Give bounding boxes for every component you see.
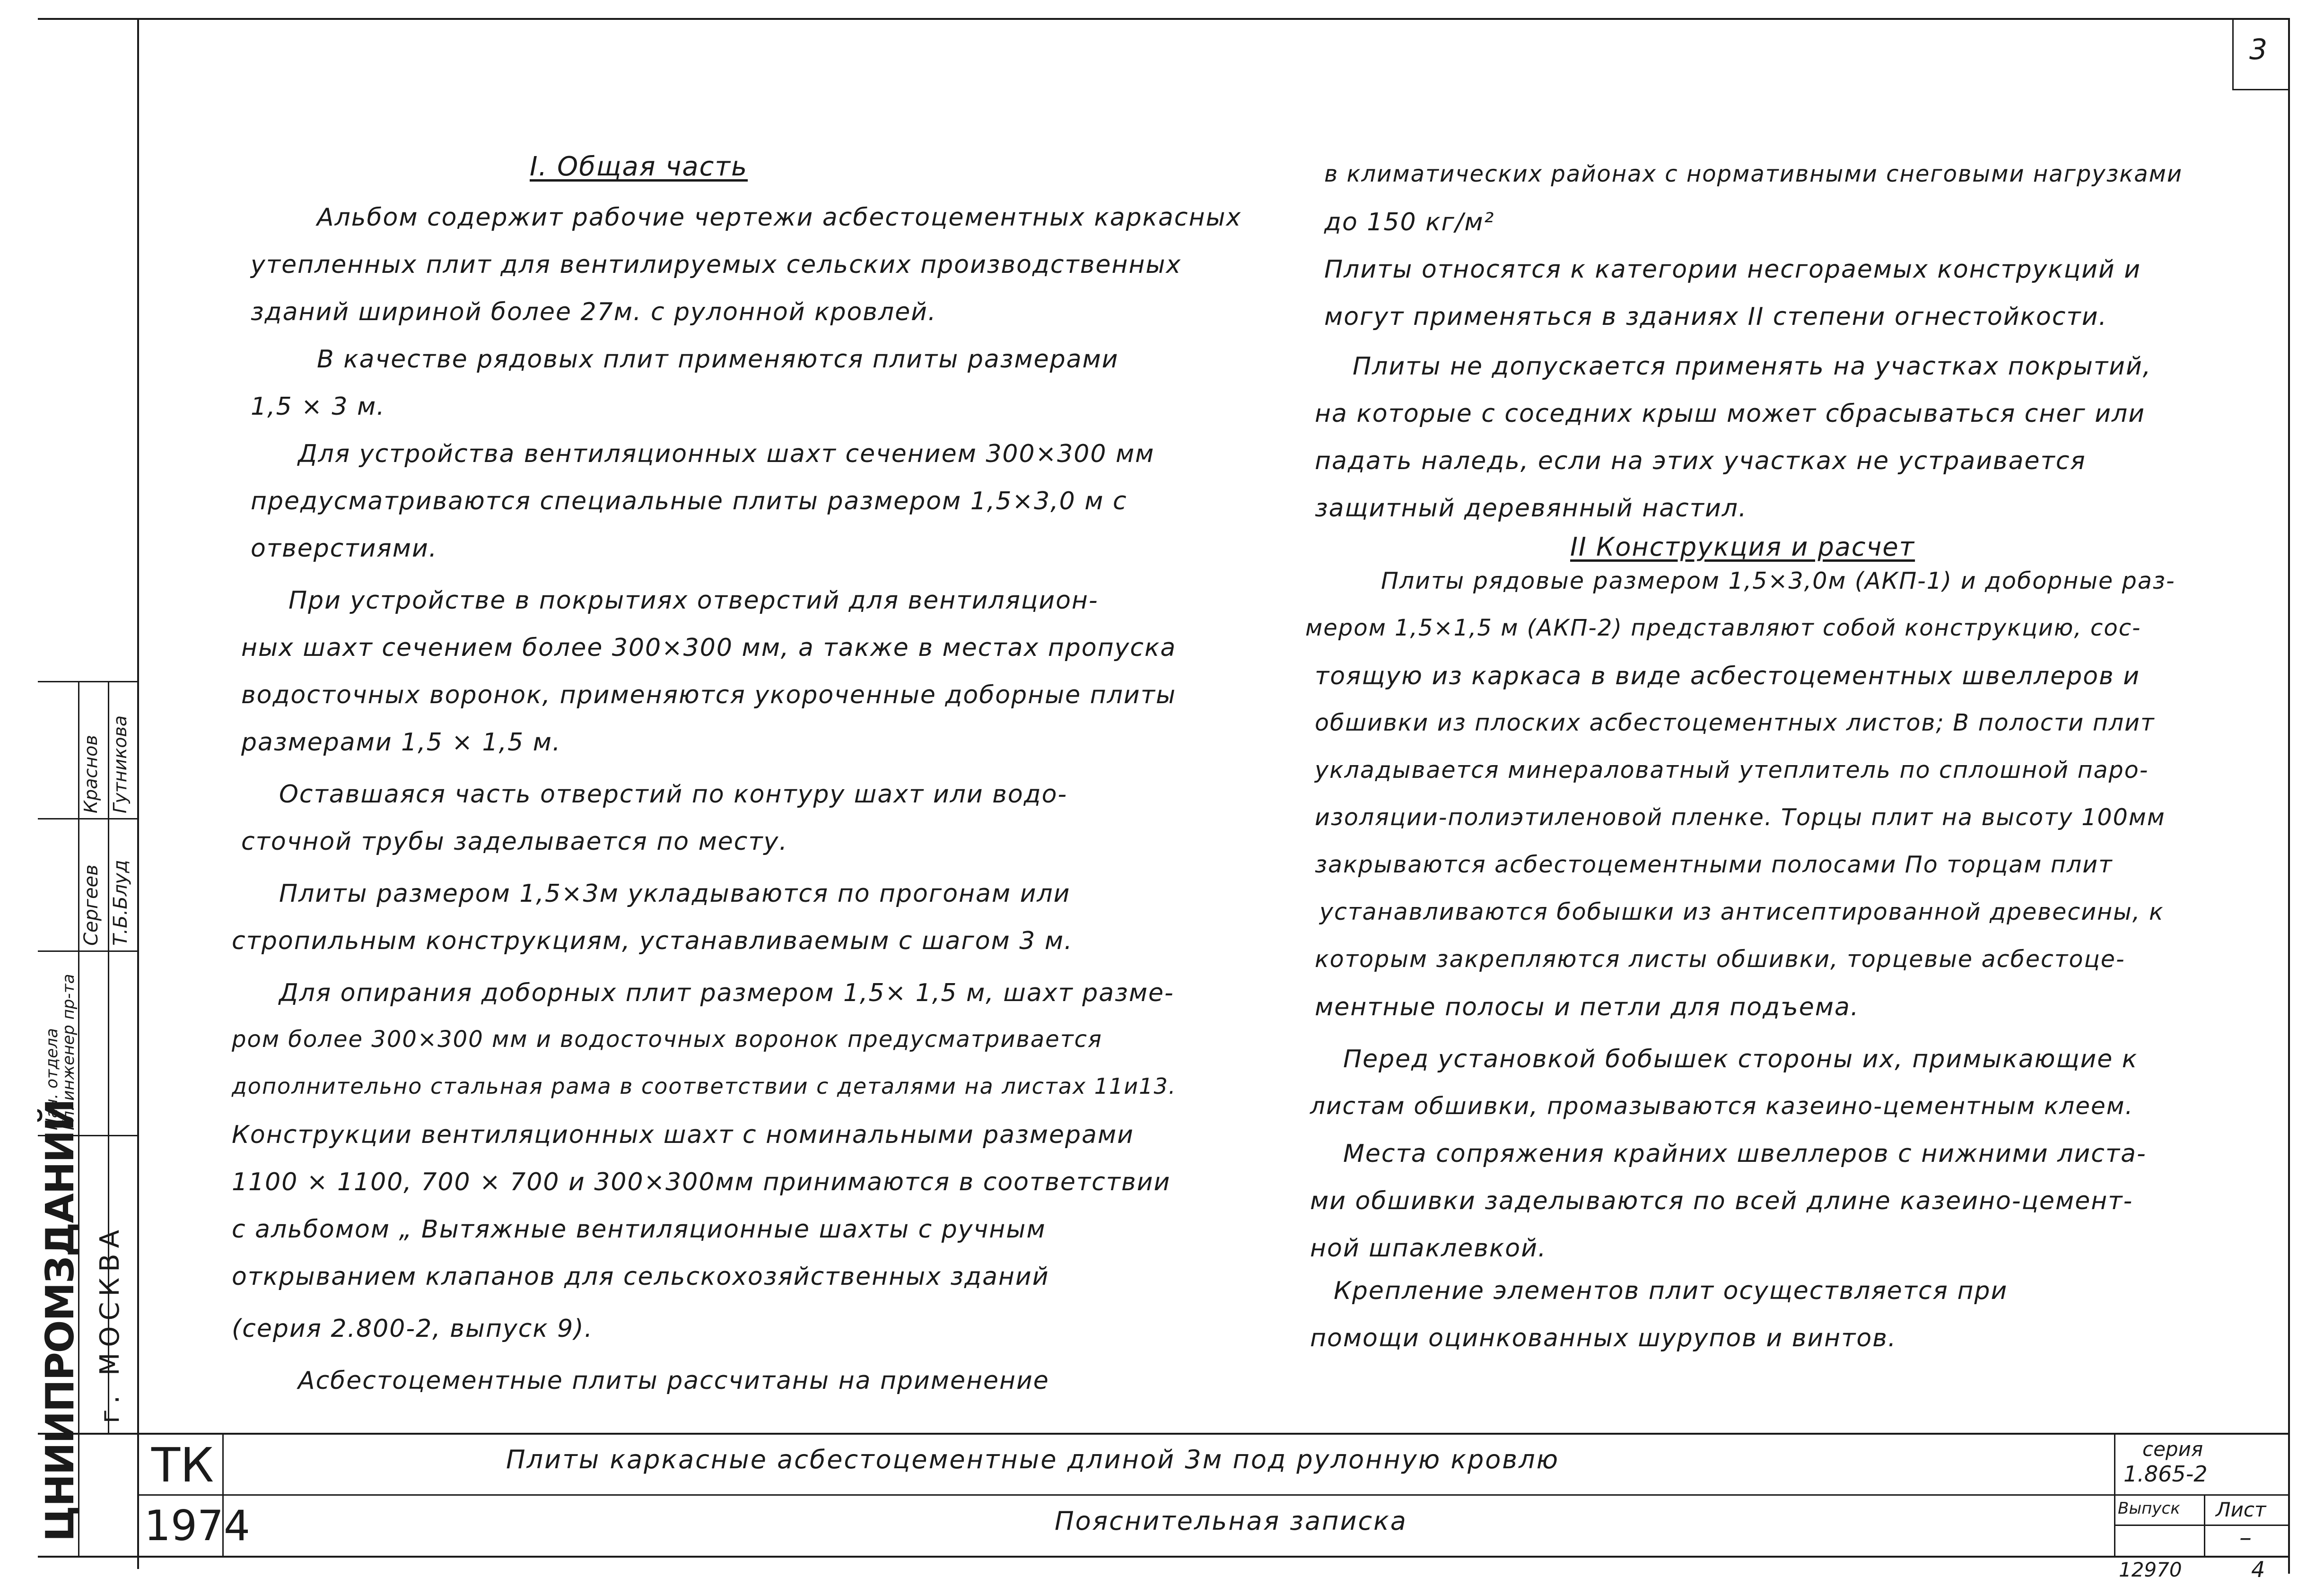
body-line: Плиты относятся к категории несгораемых конструкций и bbox=[1324, 255, 2141, 284]
body-line: ми обшивки заделываются по всей длине казеино-цемент- bbox=[1310, 1187, 2133, 1215]
title-block-code: ТК bbox=[151, 1438, 214, 1493]
body-line: Конструкции вентиляционных шахт с номинальными размерами bbox=[232, 1121, 1134, 1149]
body-line: закрываются асбестоцементными полосами По торцам плит bbox=[1315, 851, 2113, 878]
title-block-series-divider bbox=[2114, 1433, 2115, 1557]
side-stamp-signature: Сергеев bbox=[80, 864, 102, 946]
page-number-box-left bbox=[2232, 18, 2234, 89]
body-line: 1,5 × 3 м. bbox=[251, 392, 385, 421]
body-line: тоящую из каркаса в виде асбестоцементных швеллеров и bbox=[1315, 662, 2140, 690]
body-line: Для устройства вентиляционных шахт сечением 300×300 мм bbox=[298, 440, 1155, 468]
body-line: сточной трубы заделывается по месту. bbox=[241, 828, 788, 856]
body-line: ментные полосы и петли для подъема. bbox=[1315, 993, 1860, 1021]
document-title: Плиты каркасные асбестоцементные длиной 3м под рулонную кровлю bbox=[506, 1445, 1560, 1474]
body-line: защитный деревянный настил. bbox=[1315, 494, 1747, 523]
body-line: Места сопряжения крайних швеллеров с нижними листа- bbox=[1343, 1140, 2147, 1168]
body-line: падать наледь, если на этих участках не устраивается bbox=[1315, 447, 2086, 475]
body-line: При устройстве в покрытиях отверстий для вентиляцион- bbox=[288, 586, 1099, 615]
title-block-sheet-label-divider bbox=[2114, 1525, 2289, 1526]
side-stamp-role: Гл. инженер пр-та bbox=[59, 974, 78, 1130]
body-line: Оставшаяся часть отверстий по контуру шахт или водо- bbox=[279, 780, 1068, 809]
side-stamp-city: г. МОСКВА bbox=[95, 1224, 125, 1423]
body-line: утепленных плит для вентилируемых сельских производственных bbox=[251, 251, 1182, 279]
body-line: 1100 × 1100, 700 × 700 и 300×300мм принимаются в соответствии bbox=[232, 1168, 1171, 1196]
issue-label: Выпуск bbox=[2118, 1499, 2180, 1518]
body-line: укладывается минераловатный утеплитель по сплошной паро- bbox=[1315, 757, 2149, 784]
body-line: на которые с соседних крыш может сбрасываться снег или bbox=[1315, 400, 2146, 428]
sheet-label: Лист bbox=[2216, 1498, 2266, 1521]
frame-top bbox=[38, 18, 2290, 20]
body-line: отверстиями. bbox=[251, 534, 438, 563]
page-number-box-bottom bbox=[2232, 89, 2289, 90]
title-block-middle bbox=[137, 1494, 2289, 1496]
body-line: ной шпаклевкой. bbox=[1310, 1234, 1547, 1263]
section-construction bbox=[1305, 161, 2280, 1371]
body-line: листам обшивки, промазываются казеино-цементным клеем. bbox=[1310, 1092, 2134, 1120]
section-general bbox=[232, 151, 1258, 1409]
body-line: в климатических районах с нормативными снеговыми нагрузками bbox=[1324, 161, 2183, 187]
series-label: серия bbox=[2142, 1438, 2203, 1461]
body-line: зданий шириной более 27м. с рулонной кровлей. bbox=[251, 298, 937, 326]
body-line: Плиты рядовые размером 1,5×3,0м (АКП-1) и доборные раз- bbox=[1381, 567, 2175, 594]
body-line: Перед установкой бобышек стороны их, примыкающие к bbox=[1343, 1045, 2138, 1073]
side-stamp-div-1 bbox=[38, 818, 138, 819]
body-line: Плиты не допускается применять на участках покрытий, bbox=[1353, 352, 2152, 381]
body-line: размерами 1,5 × 1,5 м. bbox=[241, 728, 561, 757]
side-stamp-role: Нач. отдела bbox=[43, 1028, 61, 1130]
footer-sheet-number: 4 bbox=[2251, 1557, 2265, 1582]
title-block-top bbox=[38, 1433, 2290, 1435]
side-stamp-name: Гутникова bbox=[110, 715, 131, 813]
frame-right bbox=[2288, 18, 2290, 1574]
body-line: помощи оцинкованных шурупов и винтов. bbox=[1310, 1324, 1897, 1352]
body-line: с альбомом „ Вытяжные вентиляционные шахты с ручным bbox=[232, 1215, 1046, 1244]
body-line: устанавливаются бобышки из антисептированной древесины, к bbox=[1319, 898, 2164, 925]
body-line: обшивки из плоских асбестоцементных листов; В полости плит bbox=[1315, 709, 2155, 736]
body-line: ром более 300×300 мм и водосточных воронок предусматривается bbox=[232, 1026, 1102, 1053]
side-stamp-name: Краснов bbox=[80, 735, 101, 813]
body-line: водосточных воронок, применяются укороченные доборные плиты bbox=[241, 681, 1177, 709]
title-block-year: 1974 bbox=[144, 1501, 250, 1550]
section-heading-general: I. Общая часть bbox=[530, 151, 748, 182]
body-line: Крепление элементов плит осуществляется при bbox=[1334, 1277, 2008, 1305]
body-line: В качестве рядовых плит применяются плиты размерами bbox=[317, 345, 1119, 374]
side-stamp-signature: Т.Б.Блуд bbox=[110, 860, 131, 946]
series-value: 1.865-2 bbox=[2123, 1461, 2208, 1487]
document-subtitle: Пояснительная записка bbox=[1055, 1506, 1407, 1536]
body-line: Для опирания доборных плит размером 1,5× 1,5 м, шахт разме- bbox=[279, 979, 1174, 1007]
body-line: могут применяться в зданиях II степени огнестойкости. bbox=[1324, 303, 2108, 331]
page-number: 3 bbox=[2249, 33, 2269, 66]
body-line: (серия 2.800-2, выпуск 9). bbox=[232, 1315, 594, 1343]
body-line: открыванием клапанов для сельскохозяйственных зданий bbox=[232, 1263, 1049, 1291]
body-line: предусматриваются специальные плиты размером 1,5×3,0 м с bbox=[251, 487, 1127, 515]
frame-left bbox=[137, 18, 139, 1569]
body-line: стропильным конструкциям, устанавливаемым с шагом 3 м. bbox=[232, 927, 1073, 955]
side-stamp-organization: ЦНИИПРОМЗДАНИЙ bbox=[38, 1099, 83, 1542]
body-line: Плиты размером 1,5×3м укладываются по прогонам или bbox=[279, 880, 1071, 908]
body-line: Альбом содержит рабочие чертежи асбестоцементных каркасных bbox=[317, 203, 1242, 232]
body-line: до 150 кг/м² bbox=[1324, 208, 1495, 236]
frame-bottom bbox=[38, 1556, 2290, 1558]
body-line: которым закрепляются листы обшивки, торцевые асбестоце- bbox=[1315, 946, 2125, 973]
section-heading-construction: II Конструкция и расчет bbox=[1570, 532, 1915, 562]
side-stamp-top bbox=[38, 681, 138, 682]
side-stamp-div-2 bbox=[38, 950, 138, 952]
body-line: ных шахт сечением более 300×300 мм, а также в местах пропуска bbox=[241, 634, 1177, 662]
body-line: дополнительно стальная рама в соответствии с деталями на листах 11и13. bbox=[232, 1073, 1177, 1099]
body-line: Асбестоцементные плиты рассчитаны на применение bbox=[298, 1367, 1049, 1395]
body-line: мером 1,5×1,5 м (АКП-2) представляют собой конструкцию, сос- bbox=[1305, 615, 2141, 641]
archive-number: 12970 bbox=[2119, 1558, 2182, 1581]
body-line: изоляции-полиэтиленовой пленке. Торцы плит на высоту 100мм bbox=[1315, 804, 2166, 831]
sheet-value: – bbox=[2239, 1524, 2252, 1552]
